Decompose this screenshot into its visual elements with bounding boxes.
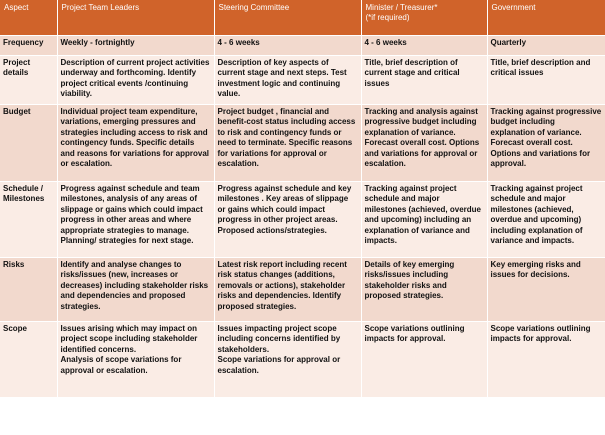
table-row <box>0 105 605 182</box>
table-cell: Title, brief description of current stage and critical issues <box>361 56 487 105</box>
table-row <box>0 322 605 398</box>
table-row <box>0 182 605 258</box>
table-cell: Individual project team expenditure, variations, emerging pressures and strategies including access to risk and contingency funds. Specific details and reasons for variations for approval or escalation. <box>57 105 214 182</box>
header-steering-committee: Steering Committee <box>214 0 361 36</box>
table-cell: Tracking against project schedule and major milestones (achieved, overdue and upcoming) including an explanation of variance and impacts. <box>361 182 487 258</box>
header-aspect: Aspect <box>0 0 57 36</box>
table-cell: Tracking against progressive budget including explanation of variance. Forecast overall cost. Options and variations for approval. <box>487 105 605 182</box>
table-cell: Description of key aspects of current stage and next steps. Test investment logic and continuing value. <box>214 56 361 105</box>
aspect-cell: Frequency <box>0 36 57 56</box>
table-cell: Scope variations outlining impacts for approval. <box>361 322 487 398</box>
table-row <box>0 258 605 322</box>
table-cell: Weekly - fortnightly <box>57 36 214 56</box>
header-project-team-leaders: Project Team Leaders <box>57 0 214 36</box>
table-cell: Project budget , financial and benefit-cost status including access to risk and contingency funds or need to terminate. Specific reasons for variations for approval or escalation. <box>214 105 361 182</box>
table-row <box>0 36 605 56</box>
header-row <box>0 0 605 36</box>
table-cell: Identify and analyse changes to risks/issues (new, increases or decreases) including stakeholder risks and dependencies and proposed strategies. <box>57 258 214 322</box>
aspect-cell: Schedule / Milestones <box>0 182 57 258</box>
aspect-cell: Project details <box>0 56 57 105</box>
table-cell: Description of current project activities underway and forthcoming. Identify project critical events /continuing viability. <box>57 56 214 105</box>
header-minister-treasurer: Minister / Treasurer* (*if required) <box>361 0 487 36</box>
table-row <box>0 56 605 105</box>
header-government: Government <box>487 0 605 36</box>
table-cell: Tracking against project schedule and major milestones (achieved, overdue and upcoming) including explanation of variance and impacts. <box>487 182 605 258</box>
aspect-cell: Risks <box>0 258 57 322</box>
aspect-cell: Scope <box>0 322 57 398</box>
table-cell: Tracking and analysis against progressive budget including explanation of variance. Forecast overall cost. Options and variations for approval or escalation. <box>361 105 487 182</box>
table-cell: 4 - 6 weeks <box>361 36 487 56</box>
table-cell: Issues impacting project scope including concerns identified by stakeholders. Scope variations for approval or escalation. <box>214 322 361 398</box>
table-cell: Progress against schedule and key milestones . Key areas of slippage or gains which could impact progress in other project areas. Proposed actions/strategies. <box>214 182 361 258</box>
table-cell: Details of key emerging risks/issues including stakeholder risks and proposed strategies. <box>361 258 487 322</box>
table-cell: Progress against schedule and team milestones, analysis of any areas of slippage or gains which could impact progress in other areas and where appropriate strategies to manage. Planning/ strategies for next stage. <box>57 182 214 258</box>
table-cell: 4 - 6 weeks <box>214 36 361 56</box>
table-cell: Key emerging risks and issues for decisions. <box>487 258 605 322</box>
table-cell: Issues arising which may impact on project scope including stakeholder identified concerns. Analysis of scope variations for approval or escalation. <box>57 322 214 398</box>
table-cell: Quarterly <box>487 36 605 56</box>
table-cell: Latest risk report including recent risk status changes (additions, removals or actions), stakeholder risks and dependencies. Identify proposed strategies. <box>214 258 361 322</box>
table-cell: Scope variations outlining impacts for approval. <box>487 322 605 398</box>
table-cell: Title, brief description and critical issues <box>487 56 605 105</box>
aspect-cell: Budget <box>0 105 57 182</box>
